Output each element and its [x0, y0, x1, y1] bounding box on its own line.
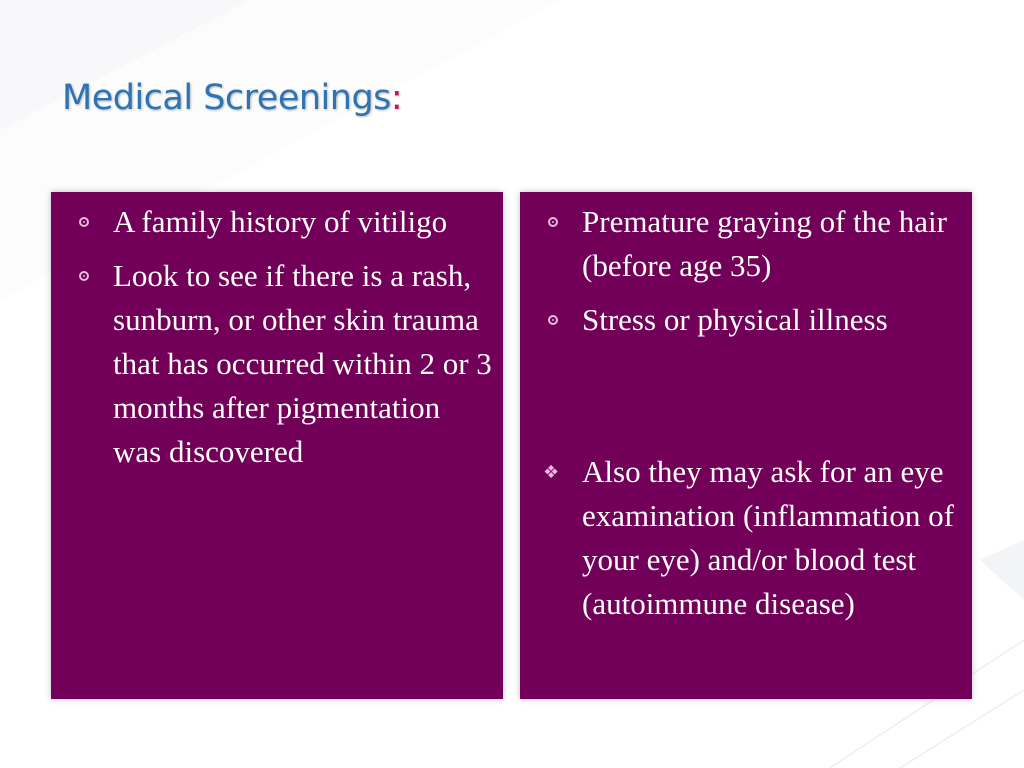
slide-title-colon: : — [390, 78, 403, 118]
bullet-text: Premature graying of the hair (before age 35) — [582, 204, 947, 283]
right-extra-bullet-list — [520, 450, 972, 626]
list-item — [520, 298, 972, 342]
bullet-text: A family history of vitiligo — [113, 204, 448, 239]
circle-dot-bullet-icon — [79, 271, 89, 281]
right-content-panel — [520, 192, 972, 699]
list-item — [51, 254, 503, 474]
right-bullet-list — [520, 200, 972, 342]
bullet-text: Also they may ask for an eye examination (inflammation of your eye) and/or blood test (autoimmune disease) — [582, 454, 954, 621]
diamond-bullet-icon: ❖ — [543, 462, 560, 483]
list-item — [520, 450, 972, 626]
circle-dot-bullet-icon — [548, 315, 558, 325]
left-bullet-list — [51, 200, 503, 474]
left-content-panel — [51, 192, 503, 699]
slide-title — [62, 78, 402, 118]
bullet-text: Look to see if there is a rash, sunburn, or other skin trauma that has occurred within 2 or 3 months after pigmentation was discovered — [113, 258, 492, 469]
slide-title-text: Medical Screenings — [62, 78, 391, 118]
list-item — [520, 200, 972, 288]
list-item — [51, 200, 503, 244]
circle-dot-bullet-icon — [79, 217, 89, 227]
bullet-text: Stress or physical illness — [582, 302, 888, 337]
circle-dot-bullet-icon — [548, 217, 558, 227]
